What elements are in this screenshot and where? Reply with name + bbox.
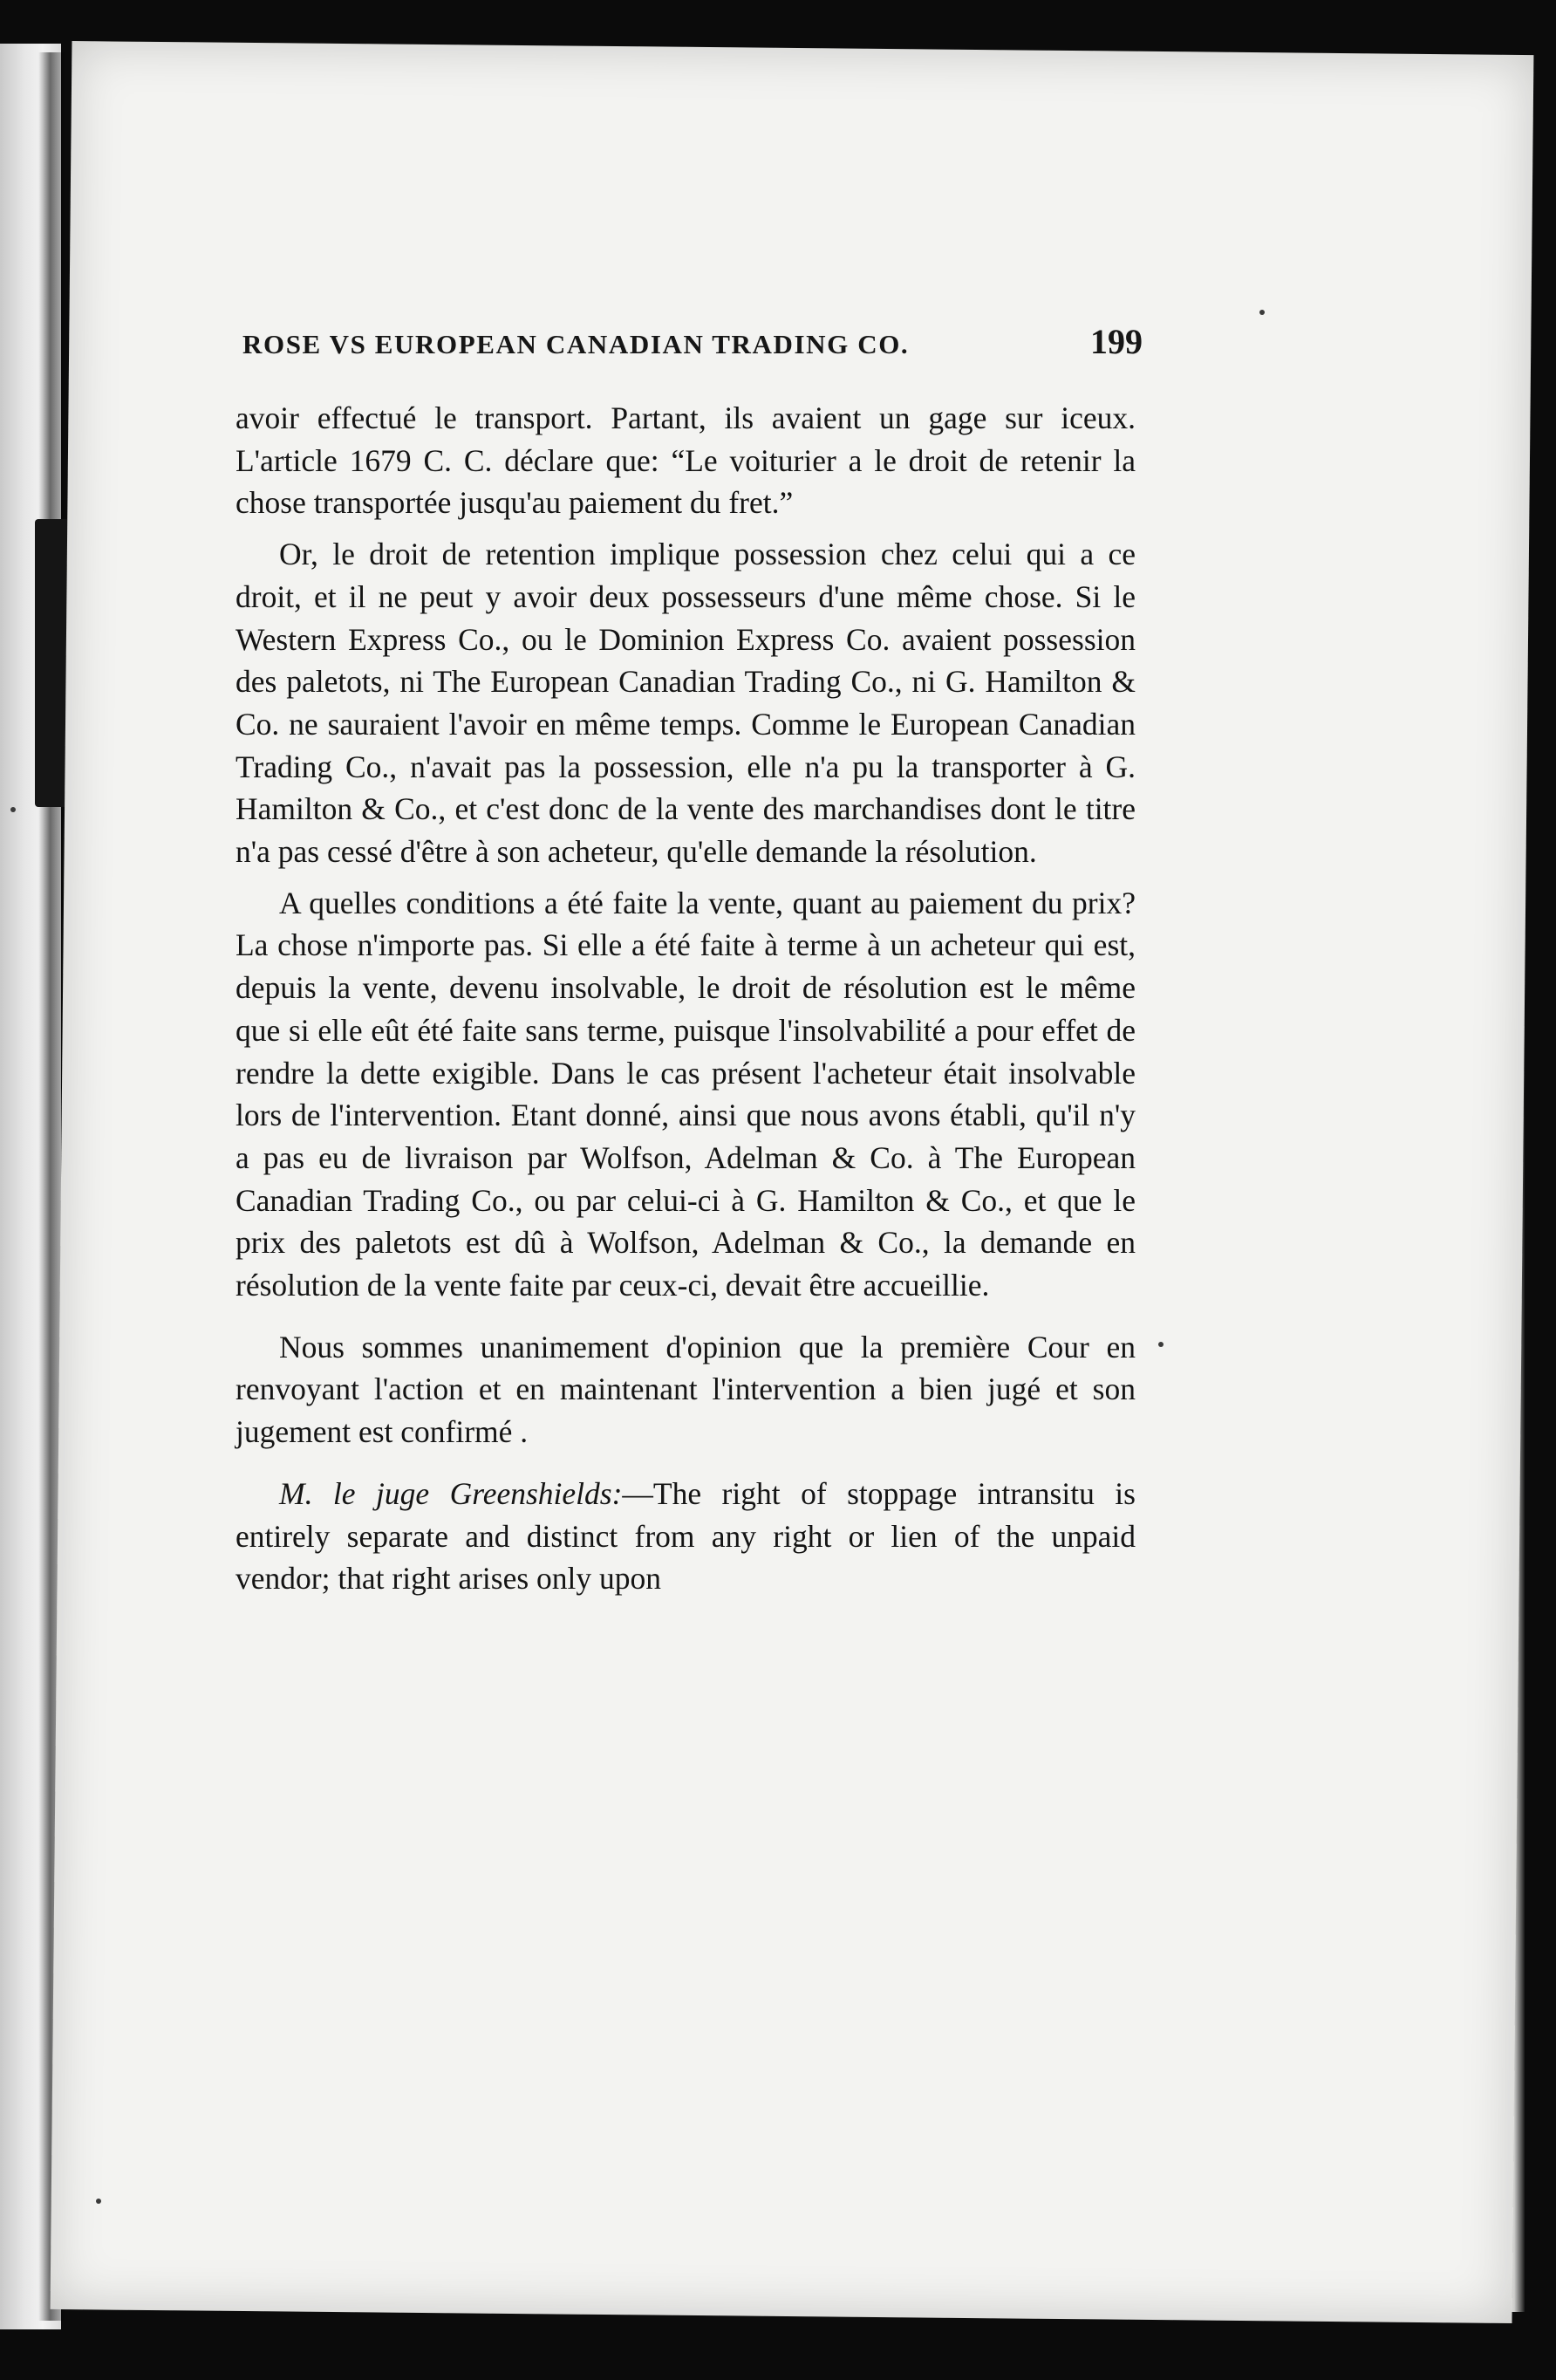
running-title: ROSE VS EUROPEAN CANADIAN TRADING CO. [242, 329, 910, 359]
paragraph-5-text: —The right of stoppage intransitu is entirely separate and distinct from any right or lien of the unpaid vendor; that right arises only upon [235, 1475, 1136, 1597]
scan-speck [96, 2199, 101, 2204]
judge-name: M. le juge Greenshields: [279, 1475, 623, 1511]
paragraph-5 [235, 1473, 1136, 1600]
page-number: 199 [1090, 322, 1143, 361]
paragraph-4: Nous sommes unanimement d'opinion que la première Cour en renvoyant l'action et en maintenant l'intervention a bien jugé et son jugement est confirmé . [235, 1329, 1136, 1450]
running-head [242, 321, 1143, 362]
paragraph-3: A quelles conditions a été faite la vente, quant au paiement du prix? La chose n'importe pas. Si elle a été faite à terme à un acheteur qui est, depuis la vente, devenu insolvable, le droit de résolution est le même que si elle eût été faite sans terme, puisque l'insolvabilité a pour effet de rendre la dette exigible. Dans le cas présent l'acheteur était insolvable lors de l'intervention. Etant donné, ainsi que nous avons établi, qu'il n'y a pas eu de livraison par Wolfson, Adelman & Co. à The European Canadian Trading Co., ou par celui-ci à G. Hamilton & Co., et que le prix des paletots est dû à Wolfson, Adelman & Co., la demande en résolution de la vente faite par ceux-ci, devait être accueillie. [235, 885, 1136, 1303]
scan-speck [1259, 310, 1265, 315]
paragraph-1: avoir effectué le transport. Partant, ils avaient un gage sur iceux. L'article 1679 C. C. déclare que: “Le voiturier a le droit de retenir la chose transportée jusqu'au paiement du fret.” [235, 400, 1136, 521]
paragraph-2: Or, le droit de retention implique possession chez celui qui a ce droit, et il ne peut y avoir deux possesseurs d'une même chose. Si le Western Express Co., ou le Dominion Express Co. avaient possession des paletots, ni The European Canadian Trading Co., ni G. Hamilton & Co. ne sauraient l'avoir en même temps. Comme le European Canadian Trading Co., n'avait pas la possession, elle n'a pu la transporter à G. Hamilton & Co., et c'est donc de la vente des marchandises dont le titre n'a pas cessé d'être à son acheteur, qu'elle demande la résolution. [235, 537, 1136, 870]
scan-speck [1158, 1342, 1164, 1347]
scan-speck [10, 807, 16, 812]
body-text [235, 397, 1136, 1600]
